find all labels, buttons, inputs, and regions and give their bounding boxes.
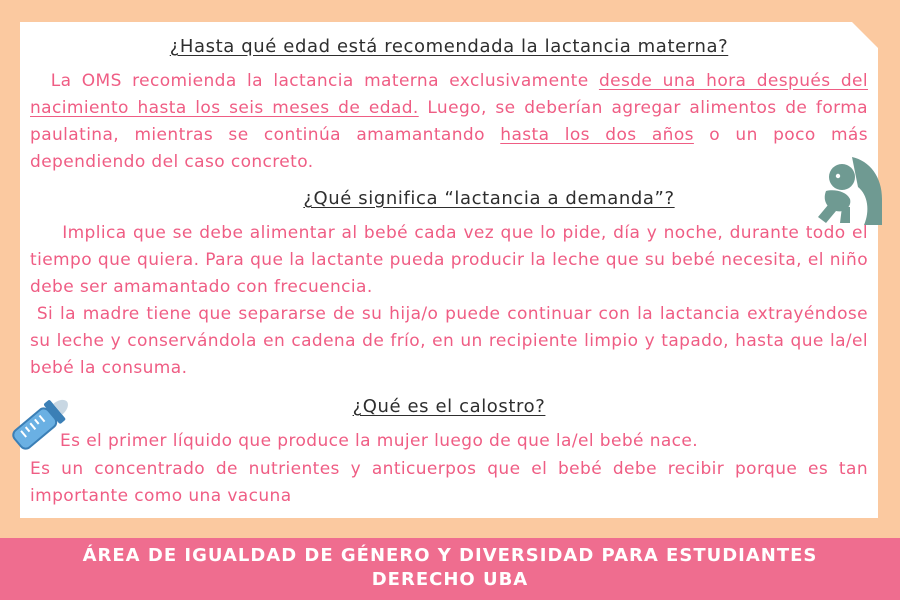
baby-breastfeeding-icon — [812, 155, 884, 235]
footer-line-1: ÁREA DE IGUALDAD DE GÉNERO Y DIVERSIDAD PARA ESTUDIANTES — [82, 545, 818, 566]
info-card — [20, 22, 878, 518]
question-heading-colostrum: ¿Qué es el calostro? — [352, 396, 546, 417]
answer-paragraph-on-demand-1: Implica que se debe alimentar al bebé cada vez que lo pide, día y noche, durante todo el tiempo que quiera. Para que la lactante pueda producir la leche que su bebé necesita, el niño debe ser amamantado con frecuencia. — [30, 223, 868, 297]
highlight-age-range: desde una hora después del nacimiento hasta los seis meses de edad. — [30, 71, 869, 118]
baby-head — [829, 164, 855, 190]
answer-paragraph-age: La OMS recomienda la lactancia materna exclusivamente desde una hora después del nacimiento hasta los seis meses de edad. Luego, se deberían agregar alimentos de forma paulatina, mientras se continúa amamantando hasta los dos años o un poco más dependiendo del caso concreto. — [30, 71, 869, 172]
question-heading-age: ¿Hasta qué edad está recomendada la lactancia materna? — [169, 36, 729, 57]
answer-paragraph-colostrum-2: Es un concentrado de nutrientes y anticuerpos que el bebé debe recibir porque es tan importante como una vacuna — [30, 459, 868, 506]
mother-shape — [852, 157, 882, 225]
baby-eye — [836, 174, 840, 178]
footer-text — [0, 544, 900, 592]
answer-paragraph-on-demand-2: Si la madre tiene que separarse de su hija/o puede continuar con la lactancia extrayéndose su leche y conservándola en cadena de frío, en un recipiente limpio y tapado, hasta que la/el bebé la consuma. — [30, 304, 868, 378]
answer-paragraph-colostrum-1: Es el primer líquido que produce la mujer luego de que la/el bebé nace. — [60, 431, 699, 451]
footer-line-2: DERECHO UBA — [371, 569, 529, 590]
highlight-two-years: hasta los dos años — [500, 125, 694, 145]
question-heading-on-demand: ¿Qué significa “lactancia a demanda”? — [303, 188, 675, 209]
baby-bottle-icon — [4, 392, 78, 452]
footer-banner — [0, 538, 900, 600]
